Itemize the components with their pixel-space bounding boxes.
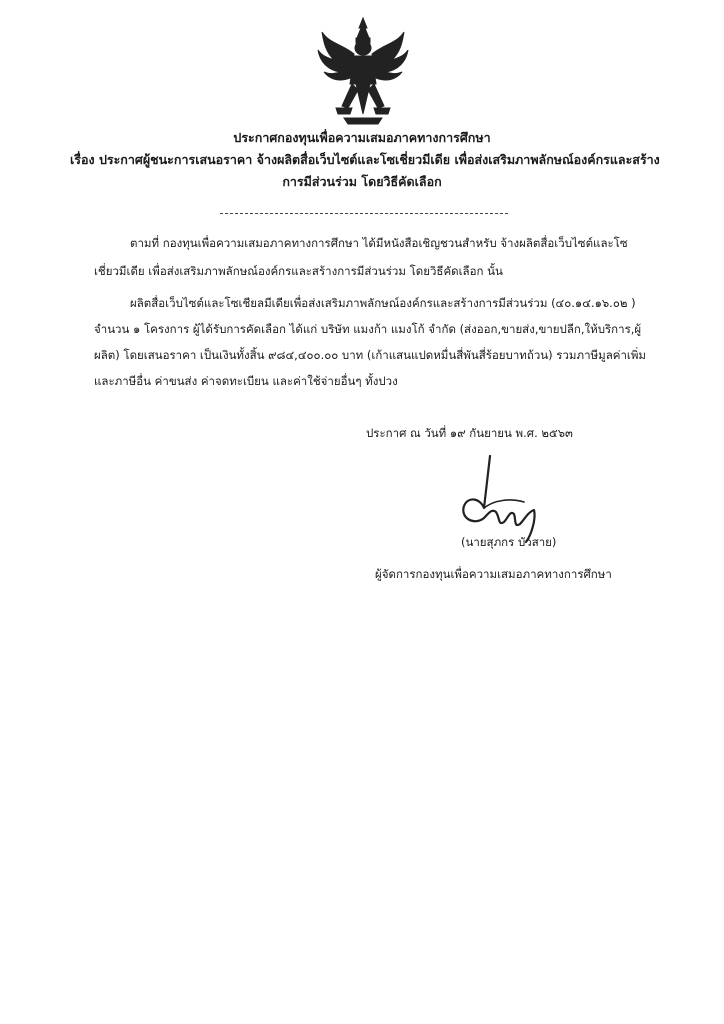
handwritten-signature-icon <box>450 452 554 544</box>
announcement-date: ประกาศ ณ วันที่ ๑๙ กันยายน พ.ศ. ๒๕๖๓ <box>366 426 573 440</box>
document-subject-line-1: เรื่อง ประกาศผู้ชนะการเสนอราคา จ้างผลิตสื่อเว็บไซต์และโซเชี่ยวมีเดีย เพื่อส่งเสริมภาพลักษณ์องค์กรและสร้าง <box>70 152 660 167</box>
signer-name: (นายสุภกร บัวสาย) <box>461 535 557 549</box>
garuda-emblem-icon <box>314 14 412 126</box>
paragraph-1-line-2: เชี่ยวมีเดีย เพื่อส่งเสริมภาพลักษณ์องค์กรและสร้างการมีส่วนร่วม โดยวิธีคัดเลือก นั้น <box>94 264 503 278</box>
document-org-title: ประกาศกองทุนเพื่อความเสมอภาคทางการศึกษา <box>233 130 491 145</box>
signer-title: ผู้จัดการกองทุนเพื่อความเสมอภาคทางการศึกษา <box>375 567 612 581</box>
document-subject-line-2: การมีส่วนร่วม โดยวิธีคัดเลือก <box>282 174 442 189</box>
paragraph-2-line-3: ผลิต) โดยเสนอราคา เป็นเงินทั้งสิ้น ๙๘๔,๔๐๐.๐๐ บาท (เก้าแสนแปดหมื่นสี่พันสี่ร้อยบาทถ้วน) รวมภาษีมูลค่าเพิ่ม <box>94 348 647 362</box>
section-divider <box>220 213 508 214</box>
paragraph-2-line-4: และภาษีอื่น ค่าขนส่ง ค่าจดทะเบียน และค่าใช้จ่ายอื่นๆ ทั้งปวง <box>94 374 398 388</box>
paragraph-1-line-1: ตามที่ กองทุนเพื่อความเสมอภาคทางการศึกษา ได้มีหนังสือเชิญชวนสำหรับ จ้างผลิตสื่อเว็บไซต์และโซ <box>130 236 628 250</box>
paragraph-2-line-1: ผลิตสื่อเว็บไซต์และโซเชียลมีเดียเพื่อส่งเสริมภาพลักษณ์องค์กรและสร้างการมีส่วนร่วม (๔๐.๑๔.๑๖.๐๒ ) <box>130 296 636 310</box>
paragraph-2-line-2: จำนวน ๑ โครงการ ผู้ได้รับการคัดเลือก ได้แก่ บริษัท แมงก้า แมงโก้ จำกัด (ส่งออก,ขายส่ง,ขายปลีก,ให้บริการ,ผู้ <box>94 322 642 336</box>
